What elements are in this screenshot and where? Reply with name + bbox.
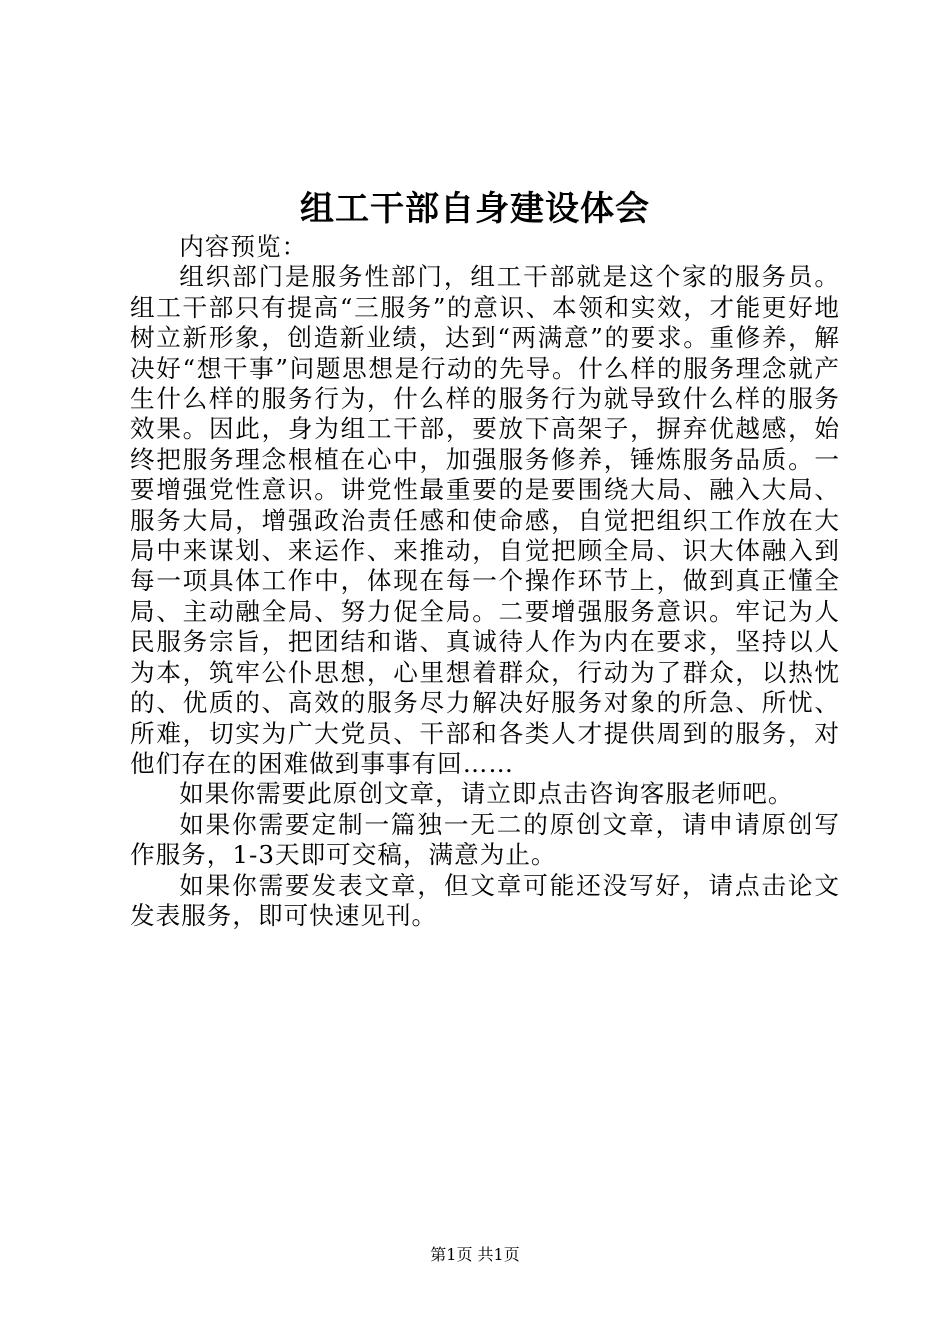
document-body <box>130 232 840 931</box>
main-paragraph: 组织部门是服务性部门，组工干部就是这个家的服务员。组工干部只有提高“三服务”的意识、本领和实效，才能更好地树立新形象，创造新业绩，达到“两满意”的要求。重修养，解决好“想干事”问题思想是行动的先导。什么样的服务理念就产生什么样的服务行为，什么样的服务行为就导致什么样的服务效果。因此，身为组工干部，要放下高架子，摒弃优越感，始终把服务理念根植在心中，加强服务修养，锤炼服务品质。一要增强党性意识。讲党性最重要的是要围绕大局、融入大局、服务大局，增强政治责任感和使命感，自觉把组织工作放在大局中来谋划、来运作、来推动，自觉把顾全局、识大体融入到每一项具体工作中，体现在每一个操作环节上，做到真正懂全局、主动融全局、努力促全局。二要增强服务意识。牢记为人民服务宗旨，把团结和谐、真诚待人作为内在要求，坚持以人为本，筑牢公仆思想，心里想着群众，行动为了群众，以热忱的、优质的、高效的服务尽力解决好服务对象的所急、所忧、所难，切实为广大党员、干部和各类人才提供周到的服务，对他们存在的困难做到事事有回…… <box>130 262 840 778</box>
publish-paragraph: 如果你需要发表文章，但文章可能还没写好，请点击论文发表服务，即可快速见刊。 <box>130 870 840 930</box>
preview-label: 内容预览： <box>179 232 308 261</box>
page-number-footer: 第1页 共1页 <box>430 1245 520 1264</box>
page-title: 组工干部自身建设体会 <box>300 189 650 229</box>
custom-writing-paragraph: 如果你需要定制一篇独一无二的原创文章，请申请原创写作服务，1-3天即可交稿，满意为止。 <box>130 809 840 870</box>
consult-paragraph: 如果你需要此原创文章，请立即点击咨询客服老师吧。 <box>179 779 794 809</box>
